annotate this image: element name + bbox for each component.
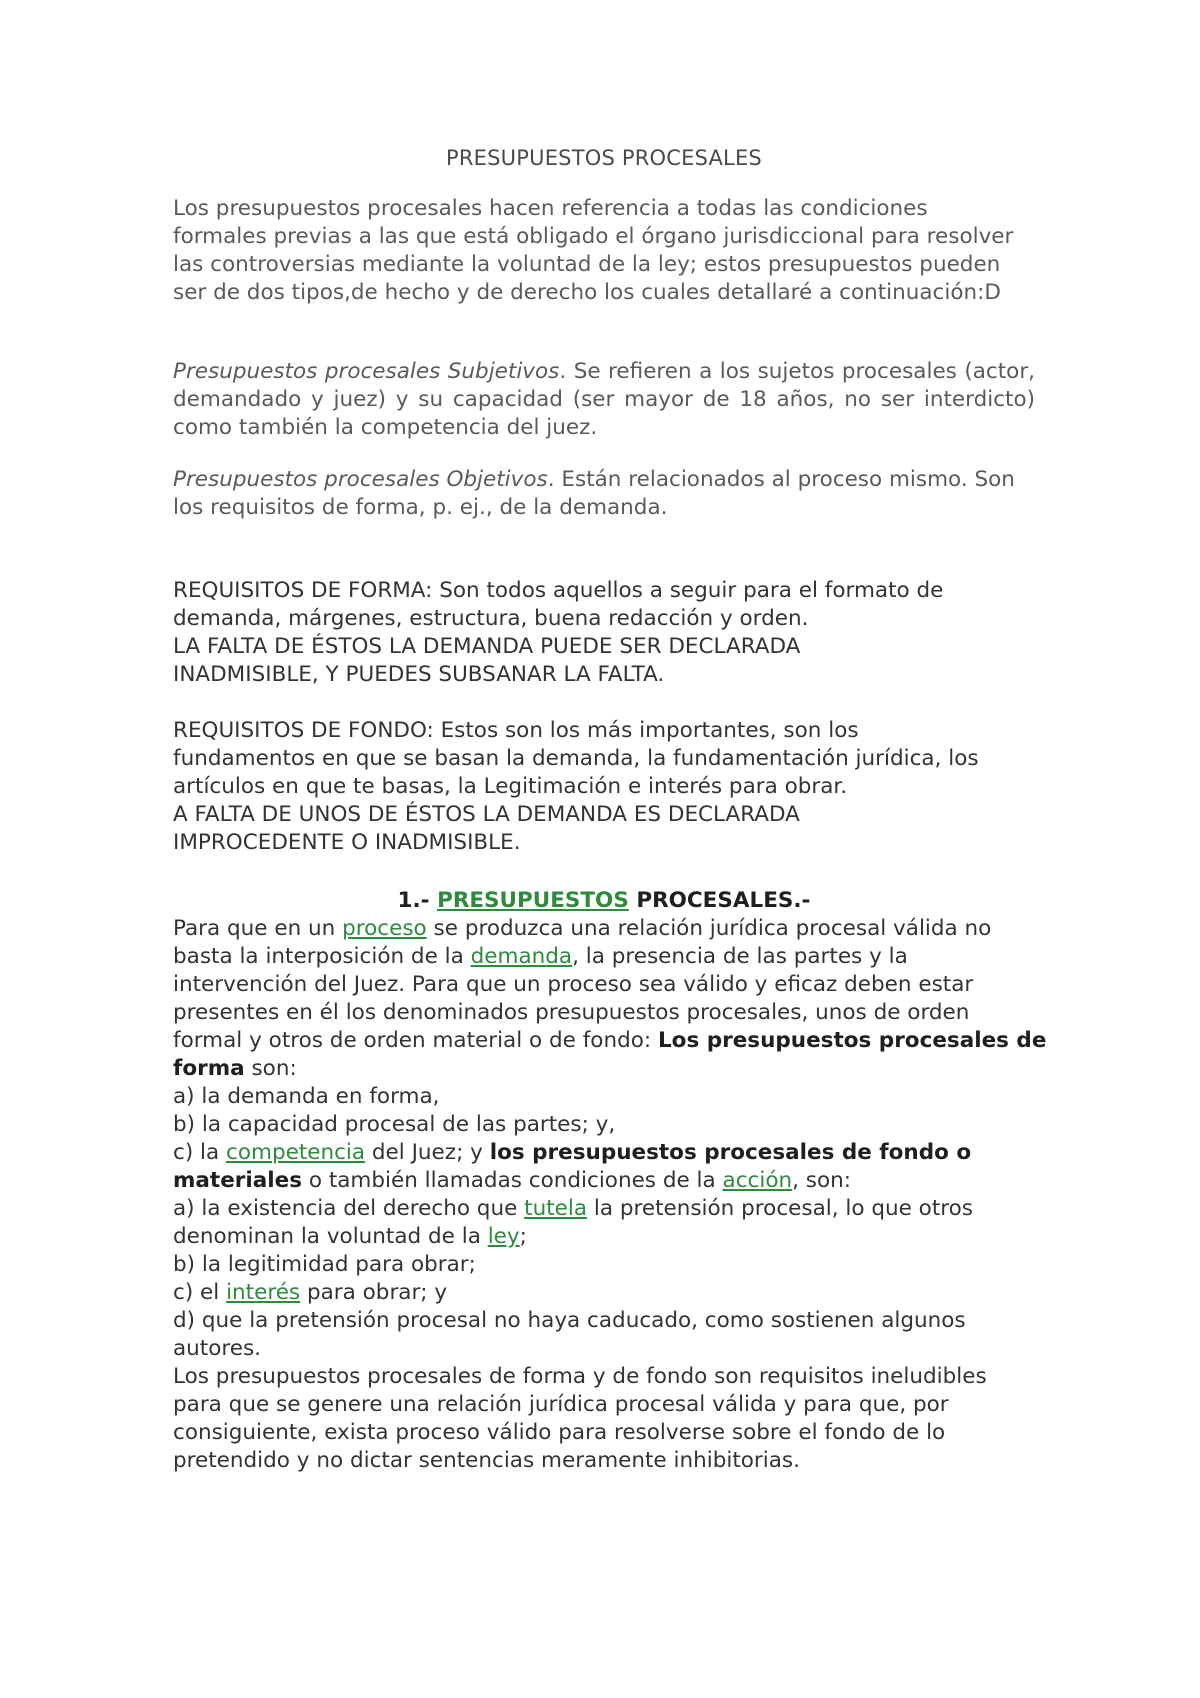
fondo-line: REQUISITOS DE FONDO: Estos son los más importantes, son los <box>173 718 859 743</box>
bold-text: materiales <box>173 1168 302 1193</box>
requisitos-fondo-paragraph <box>173 717 1035 857</box>
body-line <box>173 915 1035 943</box>
forma-line: LA FALTA DE ÉSTOS LA DEMANDA PUEDE SER DECLARADA <box>173 634 801 659</box>
body-line: consiguiente, exista proceso válido para resolverse sobre el fondo de lo <box>173 1420 946 1445</box>
body-text: formal y otros de orden material o de fondo: <box>173 1028 658 1053</box>
presupuestos-link[interactable]: PRESUPUESTOS <box>437 888 629 913</box>
body-line: Los presupuestos procesales de forma y de fondo son requisitos ineludibles <box>173 1364 987 1389</box>
objetivos-text: . Están relacionados al proceso mismo. Son los requisitos de forma, p. ej., de la demanda. <box>173 467 1015 520</box>
body-text: , la presencia de las partes y la <box>572 944 908 969</box>
section-number: 1.- <box>397 888 438 913</box>
body-text: c) la <box>173 1140 227 1165</box>
objetivos-paragraph <box>173 466 1035 522</box>
body-text: se produzca una relación jurídica procesal válida no <box>426 916 992 941</box>
body-line <box>173 1027 1047 1055</box>
body-line: presentes en él los denominados presupuestos procesales, unos de orden <box>173 1000 970 1025</box>
body-text: del Juez; y <box>365 1140 490 1165</box>
intro-line: las controversias mediante la voluntad de la ley; estos presupuestos pueden <box>173 252 1001 277</box>
section-heading <box>173 887 1035 915</box>
body-line: b) la capacidad procesal de las partes; y, <box>173 1112 616 1137</box>
body-text: Para que en un <box>173 916 343 941</box>
body-line: intervención del Juez. Para que un proceso sea válido y eficaz deben estar <box>173 972 974 997</box>
subjetivos-text: . Se refieren a los sujetos procesales (actor, demandado y juez) y su capacidad (ser mayor de 18 años, no ser interdicto) como también la competencia del juez. <box>173 359 1036 440</box>
fondo-line: artículos en que te basas, la Legitimación e interés para obrar. <box>173 774 848 799</box>
body-line <box>173 1139 1035 1167</box>
body-text: la pretensión procesal, lo que otros <box>587 1196 973 1221</box>
proceso-link[interactable]: proceso <box>342 916 427 941</box>
body-text: c) el <box>173 1280 227 1305</box>
body-line: a) la demanda en forma, <box>173 1084 440 1109</box>
interes-link[interactable]: interés <box>226 1280 301 1305</box>
forma-line: REQUISITOS DE FORMA: Son todos aquellos a seguir para el formato de <box>173 578 944 603</box>
body-line: para que se genere una relación jurídica procesal válida y para que, por <box>173 1392 949 1417</box>
body-line <box>173 1223 1035 1251</box>
body-text: para obrar; y <box>300 1280 448 1305</box>
document-title: PRESUPUESTOS PROCESALES <box>446 146 762 170</box>
body-line <box>173 1195 1035 1223</box>
body-line: pretendido y no dictar sentencias meramente inhibitorias. <box>173 1448 800 1473</box>
bold-text: forma <box>173 1056 245 1081</box>
body-text: son: <box>244 1056 297 1081</box>
intro-line: Los presupuestos procesales hacen referencia a todas las condiciones <box>173 196 928 221</box>
body-line <box>173 1055 1035 1083</box>
forma-line: INADMISIBLE, Y PUEDES SUBSANAR LA FALTA. <box>173 662 665 687</box>
forma-line: demanda, márgenes, estructura, buena redacción y orden. <box>173 606 809 631</box>
intro-paragraph <box>173 195 1035 307</box>
requisitos-forma-paragraph <box>173 577 1035 689</box>
body-text: denominan la voluntad de la <box>173 1224 488 1249</box>
body-text: ; <box>519 1224 527 1249</box>
body-line <box>173 943 1035 971</box>
body-paragraph <box>173 915 1047 1475</box>
fondo-line: fundamentos en que se basan la demanda, la fundamentación jurídica, los <box>173 746 979 771</box>
intro-line: ser de dos tipos,de hecho y de derecho los cuales detallaré a continuación:D <box>173 280 1001 305</box>
fondo-line: A FALTA DE UNOS DE ÉSTOS LA DEMANDA ES DECLARADA <box>173 802 800 827</box>
body-text: , son: <box>792 1168 852 1193</box>
competencia-link[interactable]: competencia <box>226 1140 366 1165</box>
subjetivos-paragraph <box>173 358 1035 442</box>
fondo-line: IMPROCEDENTE O INADMISIBLE. <box>173 830 521 855</box>
bold-text: Los presupuestos procesales de <box>657 1028 1047 1053</box>
body-text: basta la interposición de la <box>173 944 471 969</box>
objetivos-term: Presupuestos procesales Objetivos <box>173 467 548 492</box>
demanda-link[interactable]: demanda <box>470 944 573 969</box>
intro-line: formales previas a las que está obligado el órgano jurisdiccional para resolver <box>173 224 1014 249</box>
subjetivos-term: Presupuestos procesales Subjetivos <box>173 359 560 384</box>
accion-link[interactable]: acción <box>722 1168 793 1193</box>
bold-text: los presupuestos procesales de fondo o <box>489 1140 972 1165</box>
body-line: b) la legitimidad para obrar; <box>173 1252 476 1277</box>
tutela-link[interactable]: tutela <box>524 1196 588 1221</box>
section-suffix: PROCESALES.- <box>628 888 811 913</box>
body-line <box>173 1167 1035 1195</box>
ley-link[interactable]: ley <box>487 1224 520 1249</box>
body-text: a) la existencia del derecho que <box>173 1196 525 1221</box>
body-line <box>173 1279 1035 1307</box>
body-line: autores. <box>173 1336 262 1361</box>
body-text: o también llamadas condiciones de la <box>302 1168 723 1193</box>
body-line: d) que la pretensión procesal no haya caducado, como sostienen algunos <box>173 1308 966 1333</box>
